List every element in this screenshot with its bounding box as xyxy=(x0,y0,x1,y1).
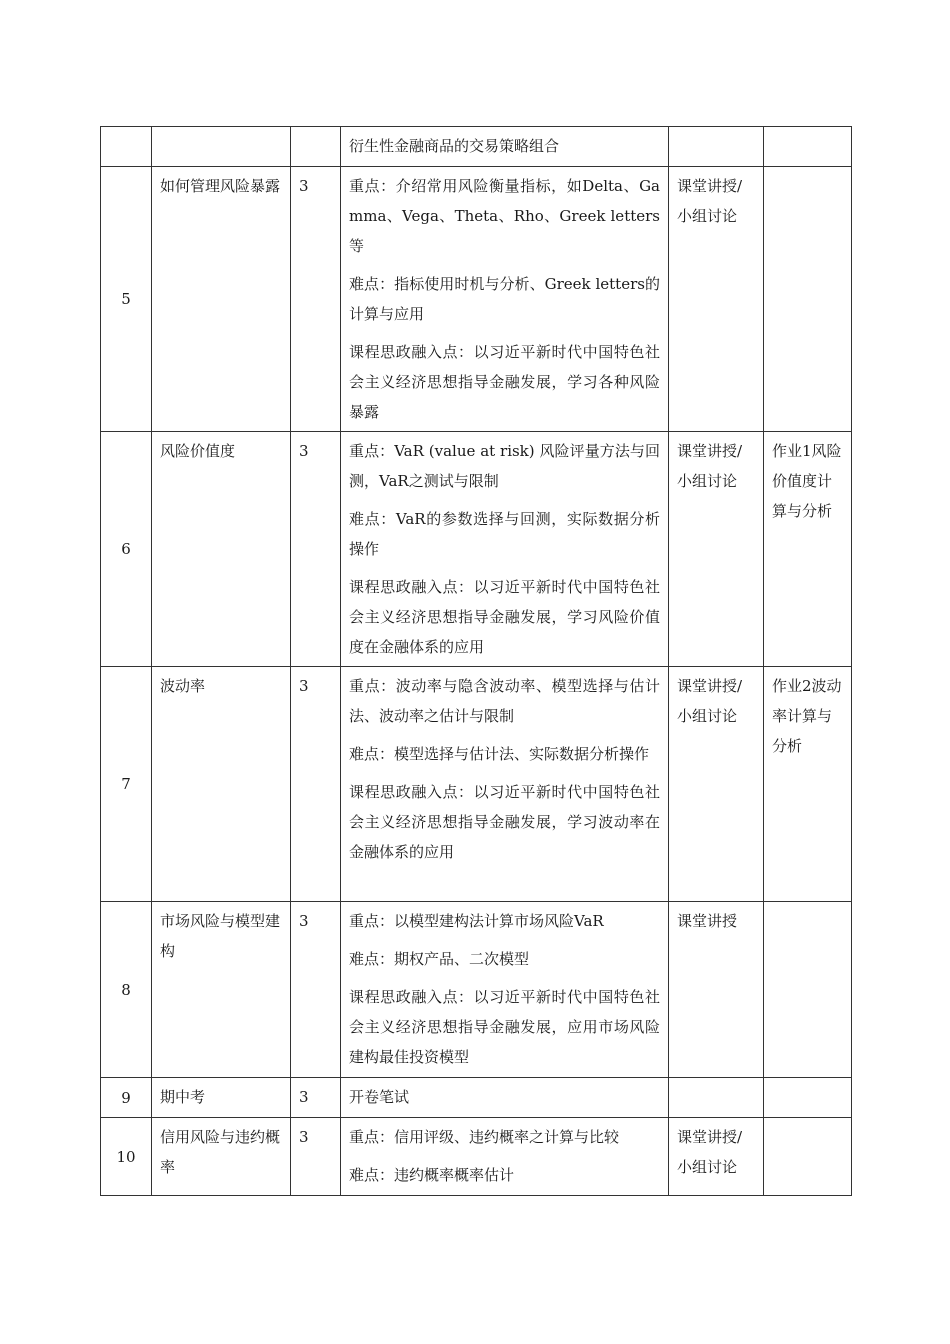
table-row xyxy=(101,432,852,667)
key-point: 重点：波动率与隐含波动率、模型选择与估计法、波动率之估计与限制 xyxy=(349,677,660,725)
content-cell xyxy=(341,1118,669,1196)
hours-cell: 3 xyxy=(291,1078,341,1118)
ideology-point: 课程思政融入点：以习近平新时代中国特色社会主义经济思想指导金融发展，学习各种风险暴露 xyxy=(349,343,660,421)
table-row xyxy=(101,1118,852,1196)
table-row xyxy=(101,1078,852,1118)
table-row xyxy=(101,167,852,432)
homework-cell xyxy=(764,902,852,1078)
key-point: 重点：以模型建构法计算市场风险VaR xyxy=(349,912,604,930)
homework-cell xyxy=(764,167,852,432)
method-cell: 课堂讲授 xyxy=(669,902,764,1078)
difficulty-point: 难点：违约概率概率估计 xyxy=(349,1166,515,1184)
course-schedule-table xyxy=(100,126,852,1196)
difficulty-point: 难点：指标使用时机与分析、Greek letters的计算与应用 xyxy=(349,275,660,323)
ideology-point: 课程思政融入点：以习近平新时代中国特色社会主义经济思想指导金融发展，应用市场风险建构最佳投资模型 xyxy=(349,988,660,1066)
hours-cell xyxy=(291,127,341,167)
ideology-point: 课程思政融入点：以习近平新时代中国特色社会主义经济思想指导金融发展，学习风险价值度在金融体系的应用 xyxy=(349,578,660,656)
hours-cell: 3 xyxy=(291,667,341,902)
table-row xyxy=(101,127,852,167)
ideology-point: 课程思政融入点：以习近平新时代中国特色社会主义经济思想指导金融发展，学习波动率在金融体系的应用 xyxy=(349,783,660,861)
method-cell: 课堂讲授/小组讨论 xyxy=(669,1118,764,1196)
topic-cell: 波动率 xyxy=(152,667,291,902)
method-cell xyxy=(669,1078,764,1118)
hours-cell: 3 xyxy=(291,167,341,432)
method-cell: 课堂讲授/小组讨论 xyxy=(669,167,764,432)
difficulty-point: 难点：VaR的参数选择与回测，实际数据分析操作 xyxy=(349,510,660,558)
topic-cell: 市场风险与模型建构 xyxy=(152,902,291,1078)
table-row xyxy=(101,902,852,1078)
content-cell xyxy=(341,667,669,902)
week-number-cell: 6 xyxy=(101,432,152,667)
homework-cell: 作业1风险价值度计算与分析 xyxy=(764,432,852,667)
key-point: 重点：介绍常用风险衡量指标，如Delta、Gamma、Vega、Theta、Rho、Greek letters等 xyxy=(349,177,660,255)
key-point: 重点：信用评级、违约概率之计算与比较 xyxy=(349,1128,620,1146)
hours-cell: 3 xyxy=(291,1118,341,1196)
week-number-cell xyxy=(101,127,152,167)
homework-cell xyxy=(764,1078,852,1118)
hours-cell: 3 xyxy=(291,902,341,1078)
week-number-cell: 7 xyxy=(101,667,152,902)
homework-cell: 作业2波动率计算与分析 xyxy=(764,667,852,902)
homework-cell xyxy=(764,1118,852,1196)
week-number-cell: 9 xyxy=(101,1078,152,1118)
content-cell xyxy=(341,167,669,432)
homework-cell xyxy=(764,127,852,167)
content-cell xyxy=(341,1078,669,1118)
topic-cell: 风险价值度 xyxy=(152,432,291,667)
content-cell xyxy=(341,902,669,1078)
difficulty-point: 难点：期权产品、二次模型 xyxy=(349,950,530,968)
key-point: 重点：VaR (value at risk) 风险评量方法与回测，VaR之测试与限制 xyxy=(349,442,660,490)
week-number-cell: 5 xyxy=(101,167,152,432)
week-number-cell: 10 xyxy=(101,1118,152,1196)
method-cell: 课堂讲授/小组讨论 xyxy=(669,667,764,902)
content-cell xyxy=(341,432,669,667)
exam-format: 开卷笔试 xyxy=(349,1088,410,1106)
method-cell: 课堂讲授/小组讨论 xyxy=(669,432,764,667)
hours-cell: 3 xyxy=(291,432,341,667)
content-cell xyxy=(341,127,669,167)
topic-cell: 期中考 xyxy=(152,1078,291,1118)
topic-cell xyxy=(152,127,291,167)
week-number-cell: 8 xyxy=(101,902,152,1078)
topic-cell: 如何管理风险暴露 xyxy=(152,167,291,432)
content-line: 衍生性金融商品的交易策略组合 xyxy=(349,137,560,155)
topic-cell: 信用风险与违约概率 xyxy=(152,1118,291,1196)
table-row xyxy=(101,667,852,902)
method-cell xyxy=(669,127,764,167)
difficulty-point: 难点：模型选择与估计法、实际数据分析操作 xyxy=(349,745,650,763)
